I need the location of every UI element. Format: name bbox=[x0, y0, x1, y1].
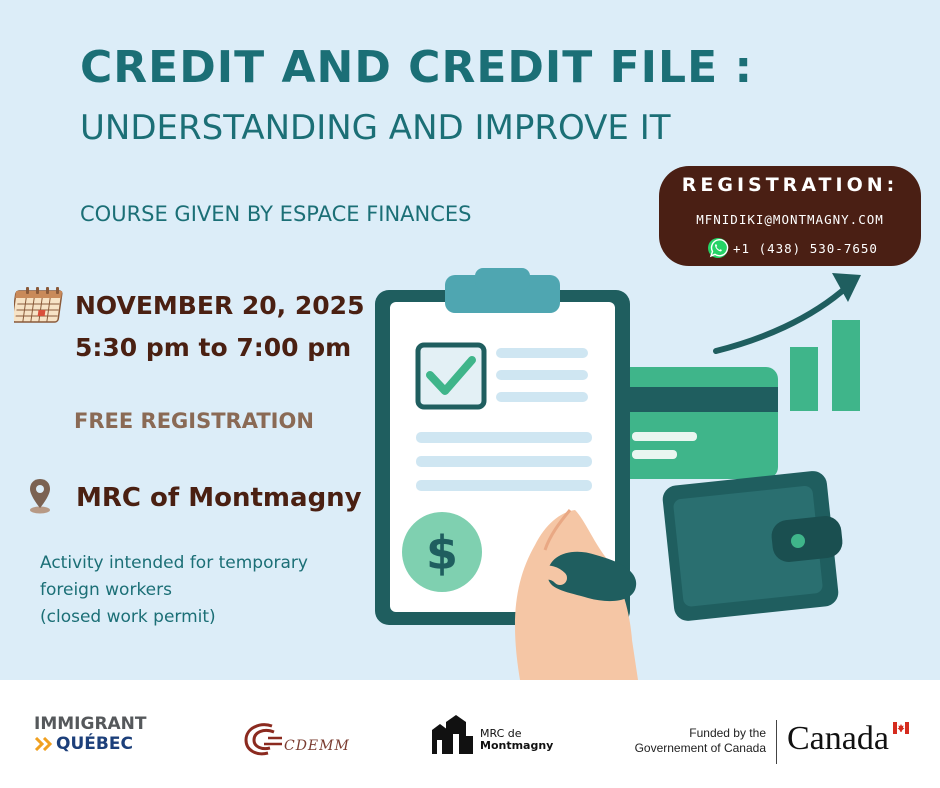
audience-line: (closed work permit) bbox=[40, 607, 216, 627]
canada-text: Canada bbox=[787, 720, 889, 757]
wallet-image bbox=[661, 470, 844, 623]
cdemm-text: CDEMM bbox=[284, 738, 350, 754]
credit-card-image bbox=[615, 367, 778, 479]
mrc-line2: Montmagny bbox=[480, 739, 554, 752]
page-subtitle: UNDERSTANDING AND IMPROVE IT bbox=[80, 108, 671, 148]
canada-wordmark bbox=[787, 720, 889, 758]
funded-line2: Governement of Canada bbox=[634, 741, 766, 755]
immigrant-quebec-logo bbox=[34, 714, 147, 754]
cdemm-swirl-icon bbox=[242, 720, 282, 758]
funding-statement bbox=[600, 726, 766, 756]
location-pin-icon bbox=[28, 478, 52, 514]
course-provider: COURSE GIVEN BY ESPACE FINANCES bbox=[80, 202, 472, 226]
credit-illustration bbox=[370, 260, 870, 680]
funded-line1: Funded by the bbox=[689, 726, 766, 740]
mrc-line1: MRC de bbox=[480, 727, 522, 740]
free-registration-label: FREE REGISTRATION bbox=[74, 409, 314, 433]
mrc-text bbox=[480, 728, 553, 752]
audience-note bbox=[40, 550, 308, 631]
growth-bars-image bbox=[790, 320, 860, 411]
mrc-montmagny-logo bbox=[430, 714, 553, 754]
calendar-icon bbox=[14, 285, 68, 325]
registration-phone-row bbox=[707, 238, 878, 258]
immigrant-quebec-line2: QUÉBEC bbox=[56, 734, 133, 754]
immigrant-quebec-row bbox=[34, 734, 147, 754]
registration-phone[interactable]: +1 (438) 530-7650 bbox=[733, 240, 878, 256]
audience-line: Activity intended for temporary bbox=[40, 553, 308, 573]
registration-email-link[interactable]: MFNIDIKI@MONTMAGNY.COM bbox=[696, 212, 884, 227]
event-time: 5:30 pm to 7:00 pm bbox=[75, 333, 352, 362]
immigrant-quebec-line1: IMMIGRANT bbox=[34, 714, 147, 734]
cdemm-logo bbox=[242, 720, 350, 758]
mrc-buildings-icon bbox=[430, 714, 474, 754]
registration-box bbox=[659, 166, 921, 266]
whatsapp-icon bbox=[707, 237, 729, 259]
event-date: NOVEMBER 20, 2025 bbox=[75, 291, 365, 320]
footer-divider bbox=[776, 720, 777, 764]
audience-line: foreign workers bbox=[40, 580, 172, 600]
registration-title: REGISTRATION: bbox=[681, 174, 899, 196]
canada-flag-icon bbox=[893, 722, 909, 734]
chevrons-icon bbox=[34, 737, 56, 751]
page-title: CREDIT AND CREDIT FILE : bbox=[80, 42, 754, 93]
footer-logos bbox=[0, 680, 940, 788]
event-location: MRC of Montmagny bbox=[76, 483, 362, 513]
dollar-icon: $ bbox=[425, 526, 459, 580]
